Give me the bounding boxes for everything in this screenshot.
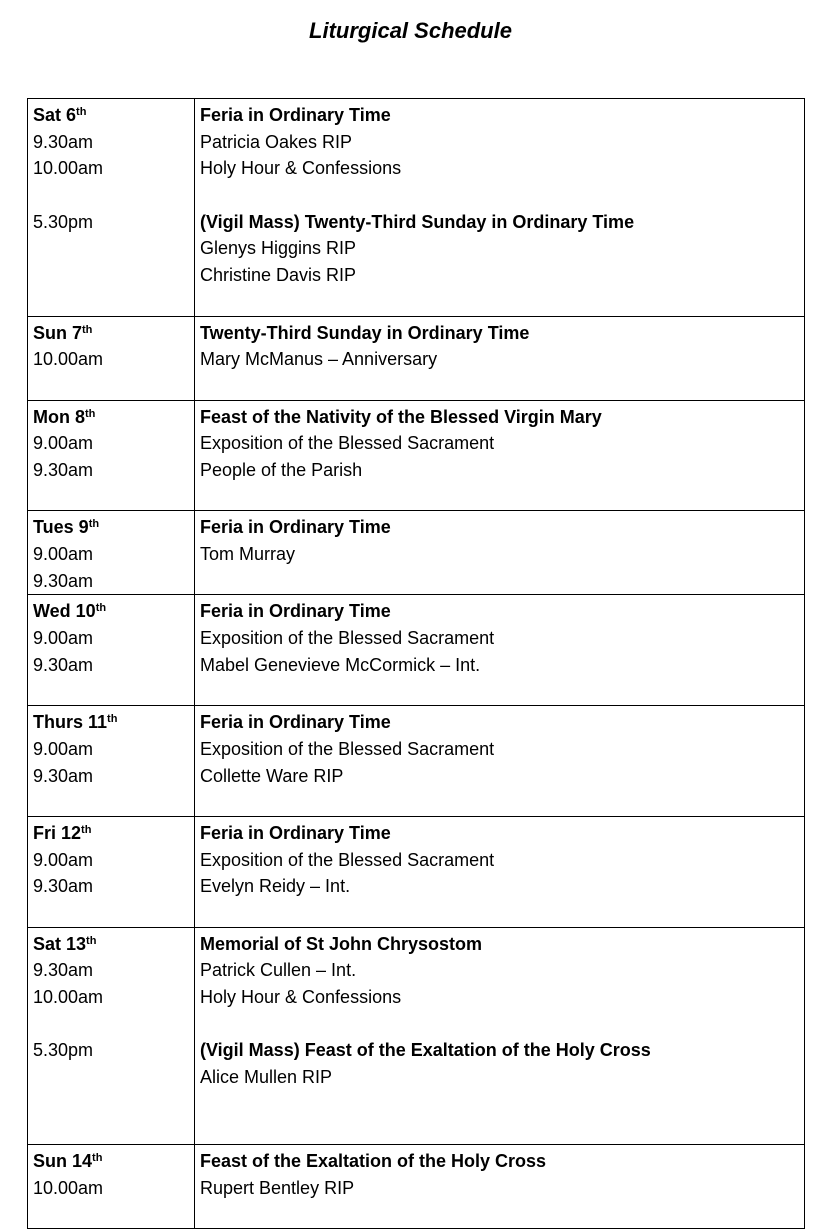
day-ordinal-suffix: th [81,823,92,836]
events-cell [195,816,805,927]
time-label: 9.00am [33,544,94,564]
intention-text: Patricia Oakes RIP [200,131,353,152]
time-label: 10.00am [33,349,104,370]
day-name: Fri 12 [33,822,82,843]
schedule-table [27,98,805,1229]
day-name: Wed 10 [33,601,96,622]
events-cell [195,99,805,317]
day-cell [28,99,195,317]
intention-text: Exposition of the Blessed Sacrament [200,849,495,870]
time-label: 9.30am [33,876,94,897]
day-ordinal-suffix: th [82,323,93,336]
day-name: Mon 8 [33,406,85,427]
intention-text [200,900,798,927]
day-cell [28,511,195,595]
day-cell [28,400,195,511]
time-label [33,678,188,705]
day-label [33,820,188,847]
day-row [28,99,805,317]
events-cell [195,595,805,706]
day-ordinal-suffix: th [92,1152,103,1165]
day-ordinal-suffix: th [88,518,100,531]
day-cell [28,1145,195,1229]
celebration-title: (Vigil Mass) Twenty-Third Sunday in Ordinary Time [200,211,635,232]
intention-text: Exposition of the Blessed Sacrament [200,738,495,759]
intention-text: Glenys Higgins RIP [200,238,357,259]
intention-text: Holy Hour & Confessions [200,987,402,1007]
time-label: 9.00am [33,433,94,454]
day-label [33,598,188,625]
day-row [28,1145,805,1229]
intention-text [200,568,798,595]
day-cell [28,595,195,706]
events-cell [195,316,805,400]
events-cell [195,511,805,595]
day-name: Sun 14 [33,1151,93,1172]
intention-text: Mary McManus – Anniversary [200,349,438,370]
intention-text [200,182,798,209]
day-cell [28,316,195,400]
intention-text: Mabel Genevieve McCormick – Int. [200,654,481,675]
intention-text [200,1117,798,1144]
time-label: 10.00am [33,987,104,1007]
intention-text: Christine Davis RIP [200,265,357,286]
time-label [33,235,188,262]
day-label [33,1148,188,1175]
celebration-title: Feria in Ordinary Time [200,822,391,843]
intention-text: Exposition of the Blessed Sacrament [200,628,495,649]
time-label [33,1117,188,1144]
time-label: 9.00am [33,738,94,759]
day-name: Sun 7 [33,322,83,343]
intention-text [200,289,798,316]
celebration-title: Feria in Ordinary Time [200,517,391,538]
intention-text: Tom Murray [200,544,296,564]
day-label [33,931,188,958]
day-cell [28,816,195,927]
time-label: 9.30am [33,459,94,480]
page-title: Liturgical Schedule [309,18,512,43]
time-label: 9.30am [33,570,94,591]
time-label: 9.30am [33,131,94,152]
day-label [33,404,188,431]
time-label: 5.30pm [33,211,94,232]
time-label: 9.30am [33,960,94,981]
celebration-title: Memorial of St John Chrysostom [200,933,483,954]
time-label: 9.00am [33,849,94,870]
time-label [33,289,188,316]
time-label: 9.30am [33,654,94,675]
intention-text [200,789,798,816]
celebration-title: Twenty-Third Sunday in Ordinary Time [200,322,530,343]
events-cell [195,1145,805,1229]
celebration-title: Feria in Ordinary Time [200,712,391,733]
day-row [28,400,805,511]
intention-text: Holy Hour & Confessions [200,158,402,179]
celebration-title: Feria in Ordinary Time [200,105,391,125]
time-label [33,1011,188,1038]
intention-text [200,373,798,400]
time-label [33,789,188,816]
day-label [33,514,188,541]
intention-text: Exposition of the Blessed Sacrament [200,433,495,454]
time-label [33,262,188,289]
day-row [28,927,805,1145]
time-label: 10.00am [33,158,104,179]
time-label [33,900,188,927]
intention-text: Patrick Cullen – Int. [200,960,357,981]
celebration-title: Feast of the Nativity of the Blessed Virgin Mary [200,406,602,427]
time-label [33,373,188,400]
day-cell [28,706,195,817]
day-name: Sat 13 [33,933,87,954]
intention-text: Collette Ware RIP [200,765,344,786]
celebration-title: Feria in Ordinary Time [200,601,391,622]
time-label [33,182,188,209]
day-label [33,320,188,347]
events-cell [195,927,805,1145]
events-cell [195,400,805,511]
day-row [28,316,805,400]
celebration-title: Feast of the Exaltation of the Holy Cross [200,1151,547,1172]
time-label: 5.30pm [33,1040,94,1061]
day-name: Sat 6 [33,105,77,125]
day-ordinal-suffix: th [86,934,97,947]
events-cell [195,706,805,817]
intention-text: Alice Mullen RIP [200,1067,333,1088]
intention-text [200,678,798,705]
day-label [33,709,188,736]
day-ordinal-suffix: th [95,602,107,615]
time-label [33,1091,188,1118]
intention-text [200,1091,798,1118]
day-ordinal-suffix: th [76,106,87,118]
day-ordinal-suffix: th [85,407,96,420]
day-row [28,595,805,706]
intention-text: Rupert Bentley RIP [200,1177,355,1198]
day-row [28,511,805,595]
day-ordinal-suffix: th [107,713,118,726]
time-label: 10.00am [33,1177,104,1198]
intention-text: People of the Parish [200,459,363,480]
time-label: 9.30am [33,765,94,786]
intention-text [200,484,798,511]
celebration-title: (Vigil Mass) Feast of the Exaltation of the Holy Cross [200,1040,651,1061]
day-cell [28,927,195,1145]
day-row [28,816,805,927]
intention-text [200,1011,798,1038]
time-label: 9.00am [33,628,94,649]
day-row [28,706,805,817]
time-label [33,1202,188,1229]
intention-text [200,1202,798,1229]
day-name: Thurs 11 [33,712,108,733]
time-label [33,484,188,511]
intention-text: Evelyn Reidy – Int. [200,876,351,897]
day-label [33,102,188,129]
time-label [33,1064,188,1091]
day-name: Tues 9 [33,517,89,538]
schedule-body [28,99,805,1229]
